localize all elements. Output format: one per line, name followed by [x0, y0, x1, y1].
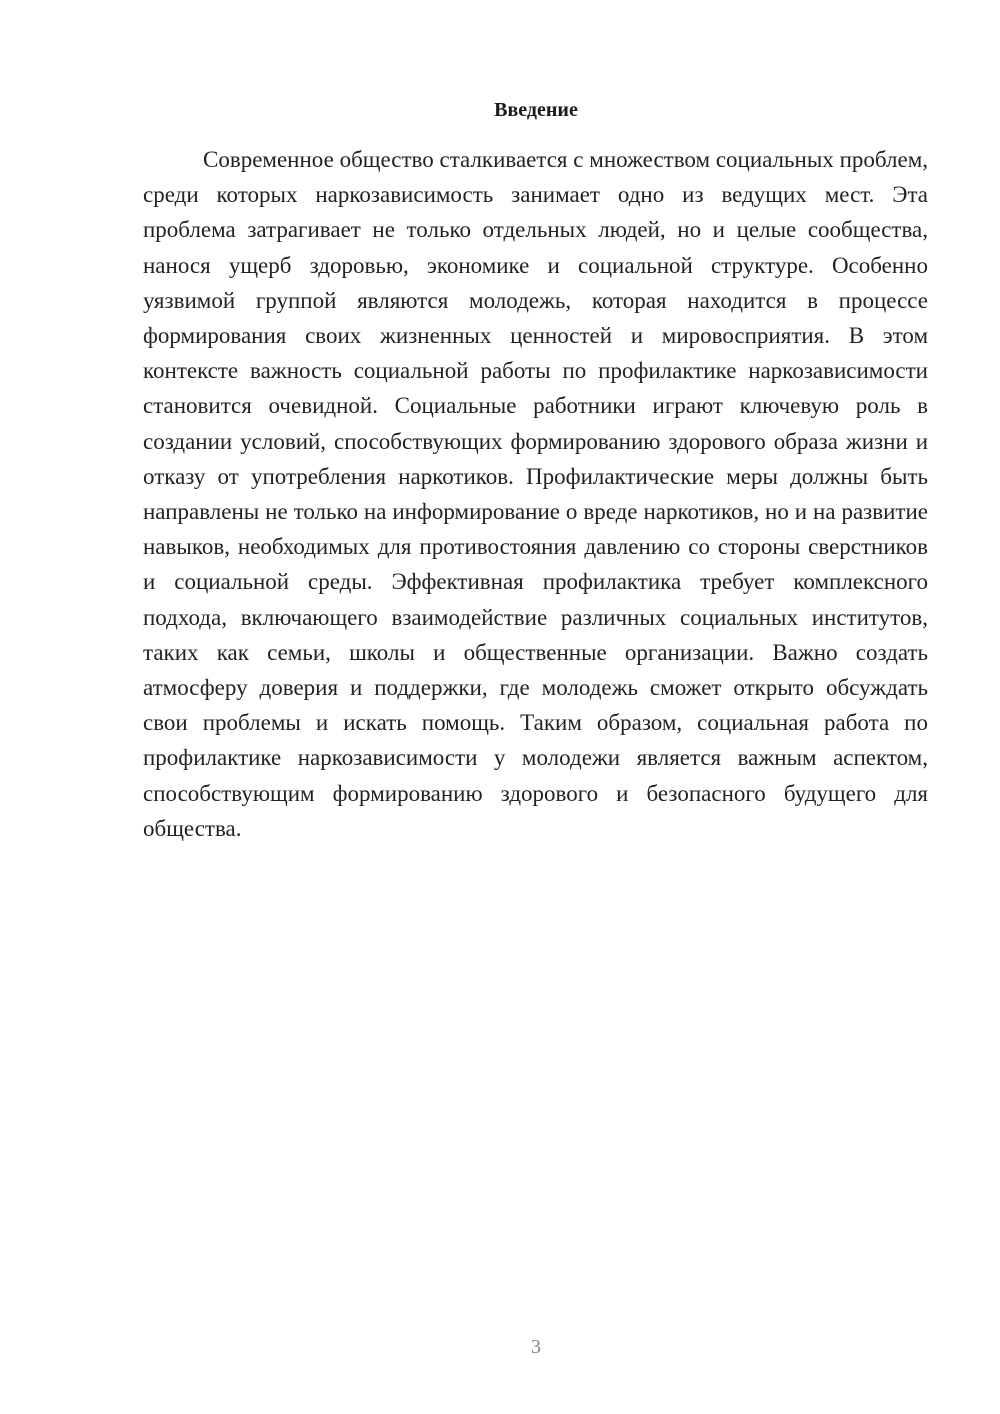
section-heading: Введение	[494, 99, 578, 121]
body-paragraph: Современное общество сталкивается с множеством социальных проблем, среди которых наркозависимость занимает одно из ведущих мест. Эта проблема затрагивает не только отдельных людей, но и целые сообщества, нанося ущерб здоровью, экономике и социальной структуре. Особенно уязвимой группой являются молодежь, которая находится в процессе формирования своих жизненных ценностей и мировосприятия. В этом контексте важность социальной работы по профилактике наркозависимости становится очевидной. Социальные работники играют ключевую роль в создании условий, способствующих формированию здорового образа жизни и отказу от употребления наркотиков. Профилактические меры должны быть направлены не только на информирование о вреде наркотиков, но и на развитие навыков, необходимых для противостояния давлению со стороны сверстников и социальной среды. Эффективная профилактика требует комплексного подхода, включающего взаимодействие различных социальных институтов, таких как семьи, школы и общественные организации. Важно создать атмосферу доверия и поддержки, где молодежь сможет открыто обсуждать свои проблемы и искать помощь. Таким образом, социальная работа по профилактике наркозависимости у молодежи является важным аспектом, способствующим формированию здорового и безопасного будущего для общества.	[143, 147, 928, 841]
page-number: 3	[531, 1336, 541, 1358]
